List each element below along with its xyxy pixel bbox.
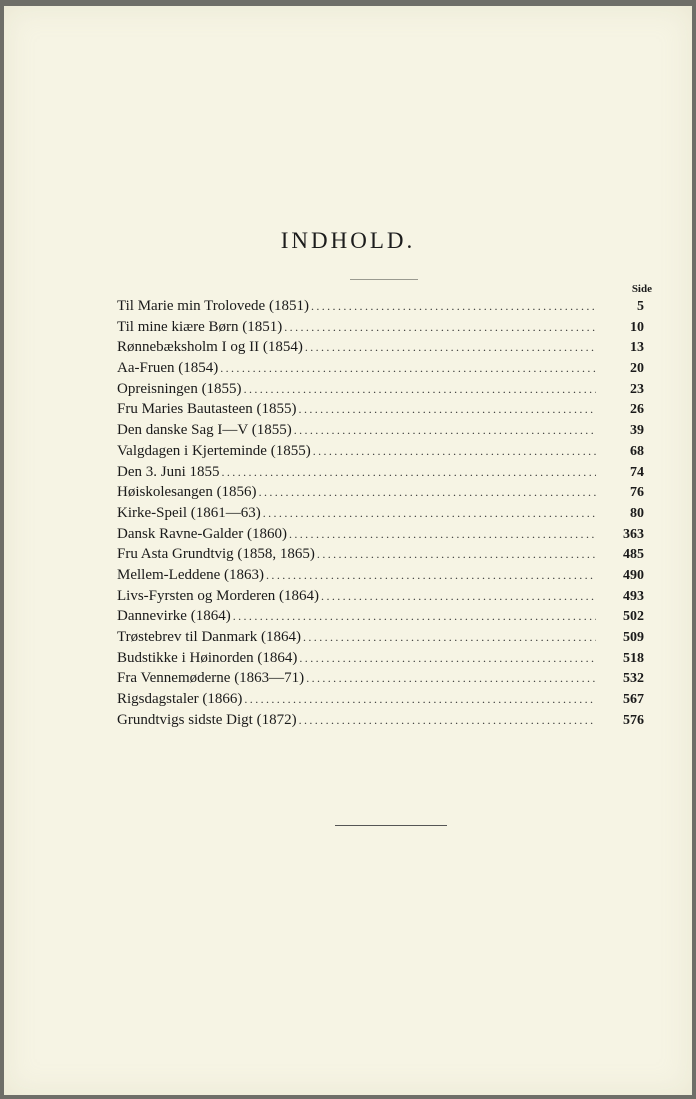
toc-entry-page-number: 39 (630, 423, 644, 439)
toc-entry-page-number: 5 (637, 299, 644, 314)
toc-entry-title: Mellem-Leddene (1863) (117, 566, 265, 583)
toc-entry-title: Til Marie min Trolovede (1851) (117, 298, 309, 314)
toc-entry-page-number: 490 (623, 567, 644, 583)
toc-entry-page-number: 532 (623, 671, 644, 687)
toc-entry-title: Valgdagen i Kjerteminde (1855) (117, 442, 311, 459)
dot-leader (311, 296, 596, 317)
toc-entry-title: Den 3. Juni 1855 (117, 463, 220, 480)
toc-entry-title: Fru Asta Grundtvig (1858, 1865) (117, 546, 315, 563)
toc-entry (117, 627, 644, 648)
dot-leader (233, 606, 596, 627)
toc-entry-page-number: 13 (630, 340, 644, 356)
toc-entry (117, 648, 644, 669)
toc-entry (117, 358, 644, 379)
toc-entry-title: Livs-Fyrsten og Morderen (1864) (117, 587, 320, 604)
toc-entry-page-number: 76 (630, 485, 644, 501)
toc-entry (117, 462, 644, 483)
toc-entry (117, 379, 644, 400)
dot-leader (306, 668, 596, 689)
toc-entry-page-number: 10 (630, 319, 644, 335)
page-column-label: Side (631, 283, 652, 295)
dot-leader (244, 689, 596, 710)
toc-entry (117, 524, 644, 545)
toc-entry-title: Opreisningen (1855) (117, 380, 242, 397)
toc-entry-page-number: 80 (630, 505, 644, 521)
table-of-contents (117, 296, 644, 730)
toc-entry-title: Grundtvigs sidste Digt (1872) (117, 711, 297, 728)
toc-entry (117, 565, 644, 586)
dot-leader (317, 544, 596, 565)
toc-entry-title: Høiskolesangen (1856) (117, 484, 257, 501)
dot-leader (284, 317, 596, 338)
toc-entry (117, 399, 644, 420)
dot-leader (289, 524, 596, 545)
toc-entry (117, 441, 644, 462)
toc-entry-page-number: 518 (623, 650, 644, 666)
dot-leader (244, 379, 596, 400)
toc-entry-page-number: 485 (623, 547, 644, 563)
toc-entry-page-number: 502 (623, 609, 644, 625)
toc-entry-title: Aa-Fruen (1854) (117, 360, 219, 377)
dot-leader (266, 565, 596, 586)
toc-entry (117, 296, 644, 317)
dot-leader (321, 586, 596, 607)
dot-leader (299, 710, 596, 731)
toc-entry-page-number: 567 (623, 692, 644, 708)
dot-leader (303, 627, 596, 648)
toc-entry-title: Dansk Ravne-Galder (1860) (117, 525, 287, 542)
dot-leader (294, 420, 596, 441)
toc-entry-page-number: 576 (623, 712, 644, 728)
toc-entry-title: Til mine kiære Børn (1851) (117, 318, 283, 335)
toc-entry (117, 668, 644, 689)
toc-entry-title: Fru Maries Bautasteen (1855) (117, 401, 297, 418)
toc-entry-page-number: 74 (630, 464, 644, 480)
toc-entry-page-number: 20 (630, 361, 644, 377)
toc-entry (117, 606, 644, 627)
dot-leader (220, 358, 596, 379)
toc-entry (117, 317, 644, 338)
toc-entry-title: Fra Vennemøderne (1863—71) (117, 670, 305, 687)
toc-entry-title: Rigsdagstaler (1866) (117, 691, 243, 708)
title-divider (350, 279, 418, 280)
book-page (4, 6, 692, 1095)
toc-entry (117, 503, 644, 524)
toc-entry (117, 586, 644, 607)
toc-entry-page-number: 509 (623, 630, 644, 645)
toc-entry-title: Rønnebæksholm I og II (1854) (117, 339, 303, 356)
toc-entry-page-number: 26 (630, 402, 644, 418)
dot-leader (313, 441, 596, 462)
toc-entry-title: Den danske Sag I—V (1855) (117, 422, 292, 439)
toc-entry (117, 689, 644, 710)
toc-entry-page-number: 493 (623, 588, 644, 604)
toc-entry-page-number: 363 (623, 526, 644, 542)
toc-entry-title: Dannevirke (1864) (117, 608, 231, 625)
toc-entry-page-number: 68 (630, 443, 644, 459)
dot-leader (259, 482, 596, 503)
dot-leader (305, 337, 596, 358)
dot-leader (222, 462, 597, 483)
toc-entry-title: Trøstebrev til Danmark (1864) (117, 629, 301, 645)
page-title: INDHOLD. (280, 228, 416, 253)
dot-leader (299, 648, 596, 669)
toc-entry (117, 544, 644, 565)
toc-entry (117, 482, 644, 503)
toc-entry (117, 420, 644, 441)
toc-entry-page-number: 23 (630, 381, 644, 397)
dot-leader (299, 399, 596, 420)
end-divider (335, 825, 447, 826)
dot-leader (263, 503, 596, 524)
toc-entry-title: Budstikke i Høinorden (1864) (117, 649, 298, 666)
toc-entry-title: Kirke-Speil (1861—63) (117, 504, 261, 521)
toc-entry (117, 710, 644, 731)
toc-entry (117, 337, 644, 358)
